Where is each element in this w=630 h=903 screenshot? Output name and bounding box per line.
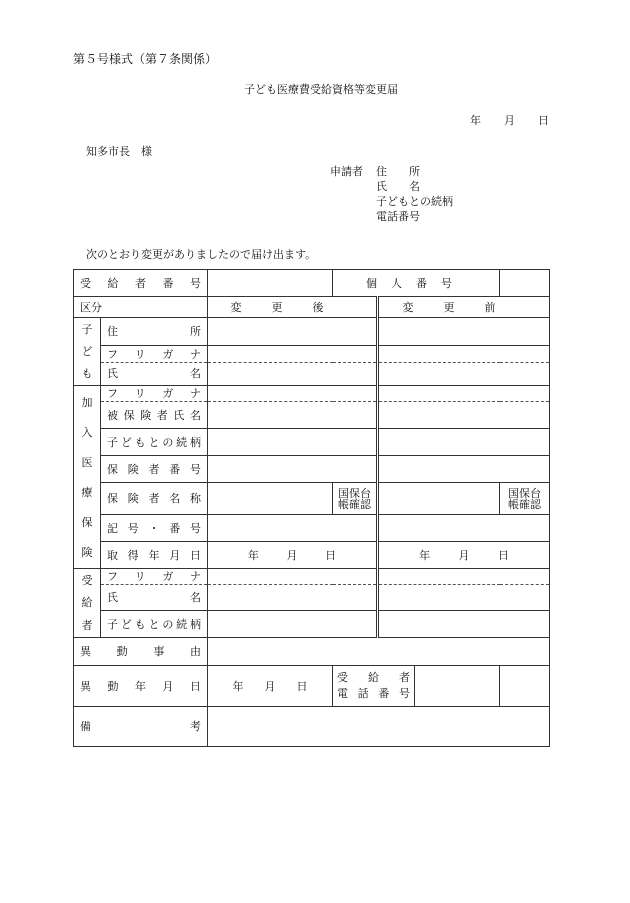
change-form-table (73, 269, 550, 747)
applicant-address-label: 住 所 (376, 165, 420, 178)
acq-before-year: 年 (419, 548, 431, 562)
child-relation-before[interactable] (378, 429, 550, 456)
applicant-name-label: 氏 名 (376, 180, 420, 193)
child-furigana-label: フ リ ガ ナ (101, 346, 208, 362)
change-reason-field[interactable] (208, 638, 550, 666)
ins-furigana-after[interactable] (208, 386, 378, 402)
rec-name-label: 氏 名 (101, 585, 208, 611)
row-recipient-number (74, 270, 550, 297)
kokuho-check-after[interactable] (333, 483, 378, 515)
ins-char-3: 医 (81, 455, 93, 469)
acq-after-year: 年 (247, 548, 259, 562)
recipient-phone-field[interactable] (414, 666, 499, 706)
applicant-label: 申請者 (330, 165, 363, 178)
child-name-label: 氏 名 (101, 362, 208, 385)
insurer-number-before[interactable] (378, 456, 550, 483)
ins-char-2: 入 (81, 425, 93, 439)
remarks-field[interactable] (208, 707, 550, 747)
acquisition-date-label: 取 得 年 月 日 (101, 542, 208, 569)
row-insurer-number (74, 456, 550, 483)
acquisition-date-before[interactable] (378, 542, 550, 569)
rec-furigana-before[interactable] (378, 569, 550, 585)
acq-after-month: 月 (286, 548, 298, 562)
date-day-label: 日 (538, 114, 549, 127)
row-rec-name (74, 585, 550, 611)
category-char: 区分 (80, 300, 102, 314)
child-char-3: も (81, 367, 93, 381)
row-child-relation (74, 429, 550, 456)
child-address-before[interactable] (378, 318, 550, 346)
row-symbol-number (74, 515, 550, 542)
insured-name-label: 被 保 険 者 氏 名 (101, 402, 208, 429)
row-acquisition-date (74, 542, 550, 569)
recipient-number-label (74, 270, 208, 297)
rec-relation-label: 子 ど も と の 続 柄 (101, 611, 208, 638)
child-relation-label: 子 ど も と の 続 柄 (101, 429, 208, 456)
rec-char-1: 受 (81, 573, 93, 587)
row-child-furigana (74, 346, 550, 362)
symbol-number-before[interactable] (378, 515, 550, 542)
row-rec-relation (74, 611, 550, 638)
ins-char-6: 険 (81, 545, 93, 559)
rec-char-2: 給 (81, 596, 93, 610)
remarks-label: 備 考 (74, 707, 208, 747)
category-label (74, 297, 208, 318)
child-char-1: 子 (81, 322, 93, 336)
recipient-phone-line2: 電 話 番 号 (337, 687, 410, 700)
personal-number-label: 個人番号 (333, 270, 500, 297)
addressee: 知多市長 様 (86, 145, 152, 158)
change-day: 日 (296, 679, 308, 693)
applicant-relation-label: 子どもとの続柄 (376, 195, 453, 208)
form-title: 子ども医療費受給資格等変更届 (244, 83, 398, 96)
ins-char-1: 加 (81, 395, 93, 409)
acq-before-day: 日 (497, 548, 509, 562)
acq-before-month: 月 (458, 548, 470, 562)
before-header: 変更前 (378, 297, 550, 318)
child-name-before[interactable] (378, 362, 550, 385)
personal-number-field[interactable] (500, 270, 550, 297)
row-rec-furigana (74, 569, 550, 585)
row-category (74, 297, 550, 318)
rec-furigana-label: フ リ ガ ナ (101, 569, 208, 585)
kokuho-before-line1: 国保台 (508, 486, 541, 500)
row-ins-furigana (74, 386, 550, 402)
ins-furigana-label: フ リ ガ ナ (101, 386, 208, 402)
row-child-address (74, 318, 550, 346)
change-year: 年 (232, 679, 244, 693)
rec-char-3: 者 (81, 619, 93, 633)
applicant-phone-label: 電話番号 (376, 210, 420, 223)
ins-furigana-before[interactable] (378, 386, 550, 402)
acq-after-day: 日 (325, 548, 337, 562)
date-year-label: 年 (470, 114, 481, 127)
ins-char-5: 保 (81, 515, 93, 529)
rec-relation-after[interactable] (208, 611, 378, 638)
recipient-number-field[interactable] (208, 270, 333, 297)
recipient-group-label (74, 569, 101, 638)
row-insured-name (74, 402, 550, 429)
recipient-number-text: 受 給 者 番 号 (80, 276, 201, 290)
submission-date (470, 115, 549, 126)
insurer-name-before[interactable] (378, 483, 500, 515)
insurer-name-after[interactable] (208, 483, 333, 515)
insurer-name-label: 保 険 者 名 称 (101, 483, 208, 515)
recipient-phone-label (333, 666, 500, 707)
kokuho-after-line1: 国保台 (338, 486, 371, 500)
child-group-label (74, 318, 101, 386)
insurer-number-label: 保 険 者 番 号 (101, 456, 208, 483)
kokuho-before-line2: 帳確認 (508, 497, 541, 511)
date-month-label: 月 (504, 114, 515, 127)
child-relation-after[interactable] (208, 429, 378, 456)
row-remarks (74, 707, 550, 747)
form-number: 第５号様式（第７条関係） (73, 52, 218, 66)
acquisition-date-after[interactable] (208, 542, 378, 569)
insured-name-after[interactable] (208, 402, 378, 429)
recipient-phone-line1: 受 給 者 (337, 671, 410, 685)
row-change-date (74, 666, 550, 707)
child-furigana-after[interactable] (208, 346, 378, 362)
change-month: 月 (264, 679, 276, 693)
rec-relation-before[interactable] (378, 611, 550, 638)
child-char-2: ど (81, 344, 93, 358)
symbol-number-after[interactable] (208, 515, 378, 542)
child-address-after[interactable] (208, 318, 378, 346)
change-date-field[interactable] (208, 666, 333, 707)
rec-furigana-after[interactable] (208, 569, 378, 585)
kokuho-after-line2: 帳確認 (338, 497, 371, 511)
rec-name-before[interactable] (378, 585, 550, 611)
row-insurer-name (74, 483, 550, 515)
kokuho-check-before[interactable] (500, 483, 550, 515)
insurer-number-after[interactable] (208, 456, 378, 483)
child-address-label: 住 所 (101, 318, 208, 346)
child-furigana-before[interactable] (378, 346, 550, 362)
recipient-phone-field-extra[interactable] (500, 666, 550, 707)
change-reason-label: 異 動 事 由 (74, 638, 208, 666)
insurance-group-label (74, 386, 101, 569)
row-child-name (74, 362, 550, 385)
child-name-after[interactable] (208, 362, 378, 385)
after-header: 変更後 (208, 297, 378, 318)
rec-name-after[interactable] (208, 585, 378, 611)
change-date-label: 異 動 年 月 日 (74, 666, 208, 707)
row-change-reason (74, 638, 550, 666)
ins-char-4: 療 (81, 485, 93, 499)
symbol-number-label: 記 号 ・ 番 号 (101, 515, 208, 542)
intro-text: 次のとおり変更がありましたので届け出ます。 (86, 248, 317, 261)
insured-name-before[interactable] (378, 402, 550, 429)
